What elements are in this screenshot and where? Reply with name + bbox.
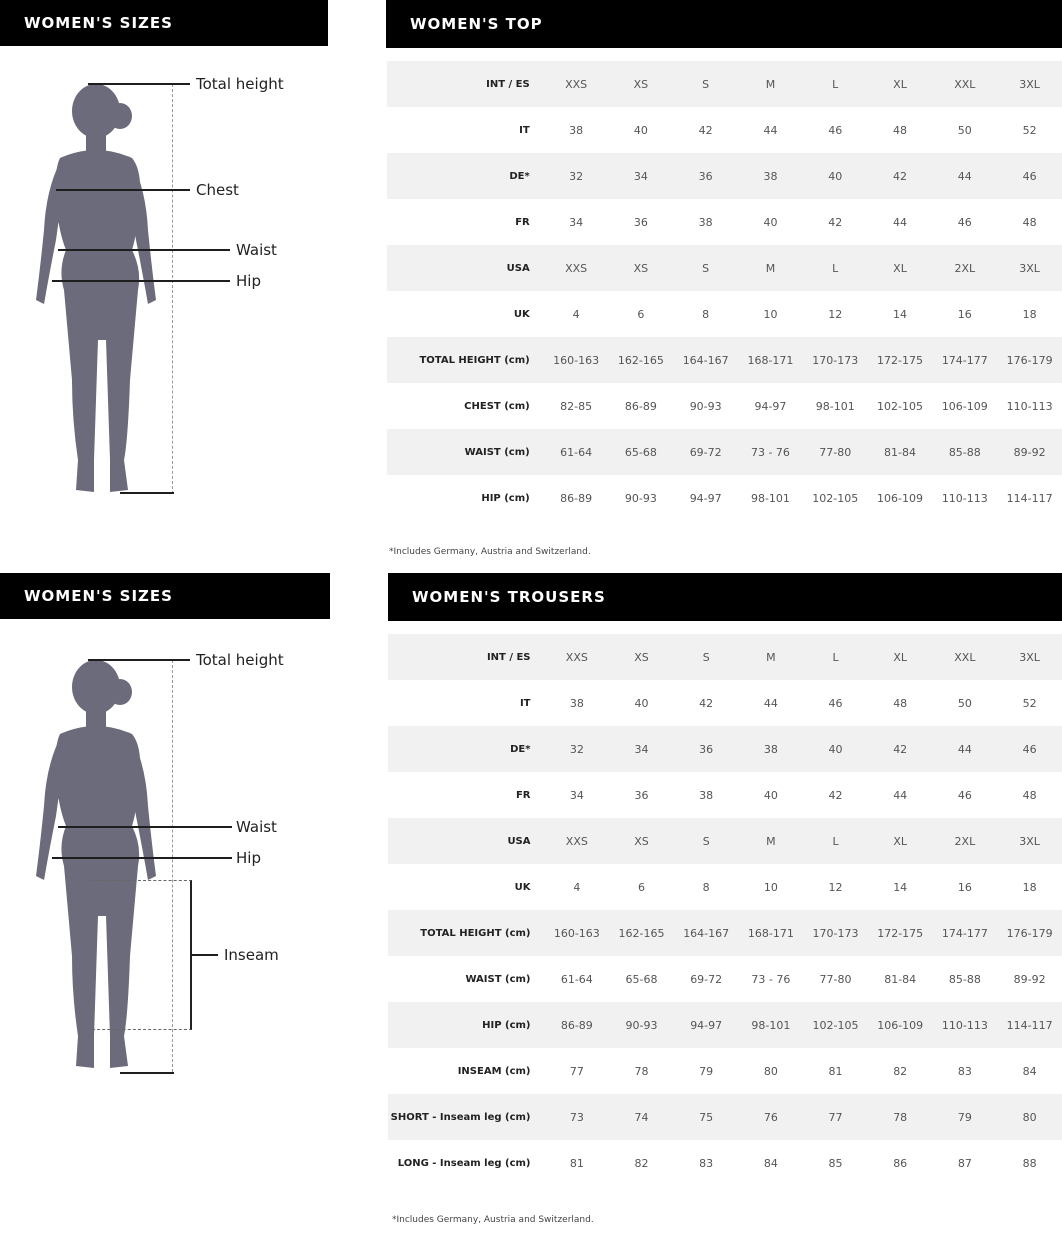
table-cell: 65-68: [609, 956, 674, 1002]
table-cell: 102-105: [803, 475, 868, 521]
table-cell: 106-109: [868, 1002, 933, 1048]
table-cell: 86-89: [544, 475, 609, 521]
waist-label-bottom: Waist: [236, 818, 277, 836]
table-cell: 65-68: [609, 429, 674, 475]
table-cell: M: [738, 245, 803, 291]
table-cell: 12: [803, 864, 868, 910]
table-cell: 80: [997, 1094, 1062, 1140]
table-row: [387, 429, 1062, 475]
table-row: [388, 1094, 1062, 1140]
table-cell: 160-163: [545, 910, 610, 956]
table-cell: 48: [997, 199, 1062, 245]
table-cell: 170-173: [803, 910, 868, 956]
table-row: [387, 199, 1062, 245]
table-cell: 162-165: [609, 337, 674, 383]
table-cell: 44: [868, 772, 933, 818]
table-cell: 14: [868, 291, 933, 337]
table-cell: 174-177: [933, 910, 998, 956]
table-cell: XL: [868, 818, 933, 864]
table-cell: 81-84: [868, 956, 933, 1002]
table-cell: 42: [868, 153, 933, 199]
table-row: [388, 1002, 1062, 1048]
row-label: TOTAL HEIGHT (cm): [387, 337, 544, 383]
table-cell: 87: [933, 1140, 998, 1186]
table-cell: 38: [544, 107, 609, 153]
table-cell: 74: [609, 1094, 674, 1140]
table-row: [388, 680, 1062, 726]
table-cell: 42: [674, 680, 739, 726]
table-cell: 85-88: [932, 429, 997, 475]
total-height-dashed-line-top: [172, 84, 173, 494]
inseam-bracket: [92, 880, 192, 1030]
row-label: HIP (cm): [388, 1002, 545, 1048]
table-cell: 3XL: [997, 245, 1062, 291]
table-cell: 48: [868, 680, 933, 726]
table-cell: 160-163: [544, 337, 609, 383]
table-cell: 16: [932, 291, 997, 337]
table-row: [388, 818, 1062, 864]
table-cell: 172-175: [868, 337, 933, 383]
table-cell: 110-113: [932, 475, 997, 521]
table-cell: 48: [868, 107, 933, 153]
table-cell: 85: [803, 1140, 868, 1186]
table-row: [387, 291, 1062, 337]
row-label: DE*: [388, 726, 545, 772]
table-cell: L: [803, 61, 868, 107]
table-cell: 46: [803, 107, 868, 153]
table-cell: 164-167: [674, 910, 739, 956]
table-cell: 176-179: [997, 910, 1062, 956]
table-cell: 83: [674, 1140, 739, 1186]
table-cell: 61-64: [544, 429, 609, 475]
row-label: LONG - Inseam leg (cm): [388, 1140, 545, 1186]
womens-trousers-table: [388, 634, 1062, 1186]
table-cell: 40: [739, 772, 804, 818]
table-row: [387, 337, 1062, 383]
table-cell: 77: [545, 1048, 610, 1094]
table-cell: 114-117: [997, 1002, 1062, 1048]
table-cell: 4: [545, 864, 610, 910]
table-cell: 38: [673, 199, 738, 245]
table-cell: 110-113: [997, 383, 1062, 429]
hip-line-bottom: [52, 857, 232, 859]
table-cell: 81-84: [868, 429, 933, 475]
table-cell: 80: [739, 1048, 804, 1094]
table-cell: 61-64: [545, 956, 610, 1002]
table-cell: 90-93: [609, 475, 674, 521]
table-cell: L: [803, 634, 868, 680]
table-cell: 18: [997, 864, 1062, 910]
table-row: [388, 1140, 1062, 1186]
table-cell: 98-101: [739, 1002, 804, 1048]
table-row: [388, 864, 1062, 910]
table-cell: 52: [997, 680, 1062, 726]
table-cell: 81: [803, 1048, 868, 1094]
table-cell: 32: [545, 726, 610, 772]
table-cell: M: [739, 818, 804, 864]
table-cell: XXS: [544, 61, 609, 107]
feet-line-top: [120, 492, 174, 494]
table-cell: 48: [997, 772, 1062, 818]
table-cell: 40: [803, 153, 868, 199]
body-silhouette-top: [20, 80, 200, 500]
table-cell: S: [673, 245, 738, 291]
table-cell: 42: [803, 772, 868, 818]
inseam-line: [190, 954, 218, 956]
table-cell: 86-89: [609, 383, 674, 429]
table-cell: 34: [609, 153, 674, 199]
table-cell: 102-105: [868, 383, 933, 429]
table-cell: 98-101: [738, 475, 803, 521]
row-label: USA: [387, 245, 544, 291]
footnote-top: *Includes Germany, Austria and Switzerland.: [389, 547, 591, 557]
table-cell: 176-179: [997, 337, 1062, 383]
table-cell: 42: [803, 199, 868, 245]
waist-line-top: [58, 249, 230, 251]
row-label: FR: [388, 772, 545, 818]
table-cell: 38: [674, 772, 739, 818]
table-cell: 84: [997, 1048, 1062, 1094]
chest-label: Chest: [196, 181, 239, 199]
row-label: SHORT - Inseam leg (cm): [388, 1094, 545, 1140]
table-cell: 102-105: [803, 1002, 868, 1048]
table-cell: 73 - 76: [739, 956, 804, 1002]
table-cell: XS: [609, 634, 674, 680]
table-cell: 40: [803, 726, 868, 772]
table-row: [387, 475, 1062, 521]
table-cell: 90-93: [673, 383, 738, 429]
table-row: [387, 107, 1062, 153]
table-cell: 82-85: [544, 383, 609, 429]
table-cell: 44: [933, 726, 998, 772]
table-cell: 44: [739, 680, 804, 726]
table-cell: 84: [739, 1140, 804, 1186]
table-cell: 42: [673, 107, 738, 153]
row-label: UK: [388, 864, 545, 910]
table-cell: 44: [868, 199, 933, 245]
table-cell: 83: [933, 1048, 998, 1094]
table-cell: 78: [609, 1048, 674, 1094]
table-cell: 40: [738, 199, 803, 245]
table-cell: 14: [868, 864, 933, 910]
row-label: WAIST (cm): [387, 429, 544, 475]
table-cell: L: [803, 818, 868, 864]
row-label: INT / ES: [387, 61, 544, 107]
table-cell: 73: [545, 1094, 610, 1140]
table-cell: 168-171: [739, 910, 804, 956]
table-cell: 94-97: [674, 1002, 739, 1048]
table-cell: 42: [868, 726, 933, 772]
table-cell: 4: [544, 291, 609, 337]
hip-line-top: [52, 280, 230, 282]
table-cell: XXS: [545, 818, 610, 864]
table-cell: 2XL: [932, 245, 997, 291]
table-cell: 79: [933, 1094, 998, 1140]
table-cell: 34: [609, 726, 674, 772]
table-cell: 8: [674, 864, 739, 910]
table-cell: 79: [674, 1048, 739, 1094]
row-label: UK: [387, 291, 544, 337]
row-label: INT / ES: [388, 634, 545, 680]
total-height-label-top: Total height: [196, 75, 284, 93]
womens-trousers-header: WOMEN'S TROUSERS: [388, 573, 1062, 621]
table-cell: 12: [803, 291, 868, 337]
table-cell: 90-93: [609, 1002, 674, 1048]
table-cell: 50: [933, 680, 998, 726]
table-row: [387, 61, 1062, 107]
table-cell: 172-175: [868, 910, 933, 956]
table-row: [388, 956, 1062, 1002]
row-label: WAIST (cm): [388, 956, 545, 1002]
table-cell: 88: [997, 1140, 1062, 1186]
table-cell: 44: [932, 153, 997, 199]
table-cell: 8: [673, 291, 738, 337]
table-cell: 89-92: [997, 429, 1062, 475]
table-cell: XS: [609, 61, 674, 107]
table-cell: 52: [997, 107, 1062, 153]
row-label: HIP (cm): [387, 475, 544, 521]
table-cell: 164-167: [673, 337, 738, 383]
table-cell: 46: [997, 153, 1062, 199]
table-cell: 38: [738, 153, 803, 199]
waist-label-top: Waist: [236, 241, 277, 259]
table-cell: 44: [738, 107, 803, 153]
table-cell: 168-171: [738, 337, 803, 383]
table-cell: 106-109: [932, 383, 997, 429]
table-cell: 6: [609, 864, 674, 910]
table-cell: 75: [674, 1094, 739, 1140]
table-cell: M: [739, 634, 804, 680]
table-cell: 69-72: [674, 956, 739, 1002]
table-cell: 77-80: [803, 956, 868, 1002]
table-cell: 6: [609, 291, 674, 337]
table-cell: 36: [674, 726, 739, 772]
table-row: [388, 1048, 1062, 1094]
table-cell: 50: [932, 107, 997, 153]
womens-top-header: WOMEN'S TOP: [386, 0, 1062, 48]
table-cell: S: [673, 61, 738, 107]
table-cell: 10: [739, 864, 804, 910]
table-cell: 110-113: [933, 1002, 998, 1048]
table-cell: 86-89: [545, 1002, 610, 1048]
table-cell: 18: [997, 291, 1062, 337]
chest-line: [56, 189, 190, 191]
table-row: [388, 910, 1062, 956]
table-cell: XXS: [544, 245, 609, 291]
table-cell: 76: [739, 1094, 804, 1140]
table-cell: 36: [609, 772, 674, 818]
hip-label-bottom: Hip: [236, 849, 261, 867]
row-label: DE*: [387, 153, 544, 199]
table-row: [388, 726, 1062, 772]
row-label: INSEAM (cm): [388, 1048, 545, 1094]
waist-line-bottom: [58, 826, 232, 828]
table-cell: 85-88: [933, 956, 998, 1002]
table-cell: 40: [609, 680, 674, 726]
table-cell: 94-97: [738, 383, 803, 429]
table-row: [387, 383, 1062, 429]
table-cell: 170-173: [803, 337, 868, 383]
table-cell: XL: [868, 61, 933, 107]
table-cell: 78: [868, 1094, 933, 1140]
table-cell: 2XL: [933, 818, 998, 864]
womens-top-table: [387, 61, 1062, 521]
table-cell: S: [674, 818, 739, 864]
table-cell: 46: [933, 772, 998, 818]
table-row: [388, 634, 1062, 680]
table-cell: 40: [609, 107, 674, 153]
table-cell: 38: [545, 680, 610, 726]
total-height-line-bottom: [88, 659, 190, 661]
table-row: [387, 245, 1062, 291]
table-cell: 16: [933, 864, 998, 910]
table-cell: 32: [544, 153, 609, 199]
table-cell: 114-117: [997, 475, 1062, 521]
row-label: IT: [387, 107, 544, 153]
table-cell: 46: [932, 199, 997, 245]
hip-label-top: Hip: [236, 272, 261, 290]
women-sizes-header-top: WOMEN'S SIZES: [0, 0, 328, 46]
table-cell: XS: [609, 818, 674, 864]
row-label: FR: [387, 199, 544, 245]
table-cell: L: [803, 245, 868, 291]
table-cell: 34: [545, 772, 610, 818]
table-cell: 82: [868, 1048, 933, 1094]
table-cell: 174-177: [932, 337, 997, 383]
table-cell: 34: [544, 199, 609, 245]
table-row: [387, 153, 1062, 199]
table-cell: 86: [868, 1140, 933, 1186]
table-cell: 77: [803, 1094, 868, 1140]
table-cell: 36: [609, 199, 674, 245]
row-label: IT: [388, 680, 545, 726]
table-cell: 94-97: [673, 475, 738, 521]
table-cell: XS: [609, 245, 674, 291]
table-cell: 3XL: [997, 61, 1062, 107]
table-cell: XXS: [545, 634, 610, 680]
table-cell: 89-92: [997, 956, 1062, 1002]
footnote-bottom: *Includes Germany, Austria and Switzerland.: [392, 1215, 594, 1225]
table-row: [388, 772, 1062, 818]
table-cell: S: [674, 634, 739, 680]
table-cell: 3XL: [997, 634, 1062, 680]
table-cell: 46: [803, 680, 868, 726]
women-sizes-header-bottom: WOMEN'S SIZES: [0, 573, 330, 619]
table-cell: 10: [738, 291, 803, 337]
table-cell: XL: [868, 634, 933, 680]
table-cell: 77-80: [803, 429, 868, 475]
feet-line-bottom: [120, 1072, 174, 1074]
table-cell: XL: [868, 245, 933, 291]
table-cell: 69-72: [673, 429, 738, 475]
row-label: CHEST (cm): [387, 383, 544, 429]
table-cell: 98-101: [803, 383, 868, 429]
table-cell: 36: [673, 153, 738, 199]
row-label: TOTAL HEIGHT (cm): [388, 910, 545, 956]
total-height-label-bottom: Total height: [196, 651, 284, 669]
table-cell: XXL: [933, 634, 998, 680]
table-cell: 46: [997, 726, 1062, 772]
table-cell: 38: [739, 726, 804, 772]
table-cell: 162-165: [609, 910, 674, 956]
table-cell: 82: [609, 1140, 674, 1186]
table-cell: M: [738, 61, 803, 107]
total-height-line-top: [88, 83, 190, 85]
table-cell: 3XL: [997, 818, 1062, 864]
table-cell: 73 - 76: [738, 429, 803, 475]
table-cell: XXL: [932, 61, 997, 107]
inseam-label: Inseam: [224, 946, 279, 964]
table-cell: 81: [545, 1140, 610, 1186]
table-cell: 106-109: [868, 475, 933, 521]
row-label: USA: [388, 818, 545, 864]
